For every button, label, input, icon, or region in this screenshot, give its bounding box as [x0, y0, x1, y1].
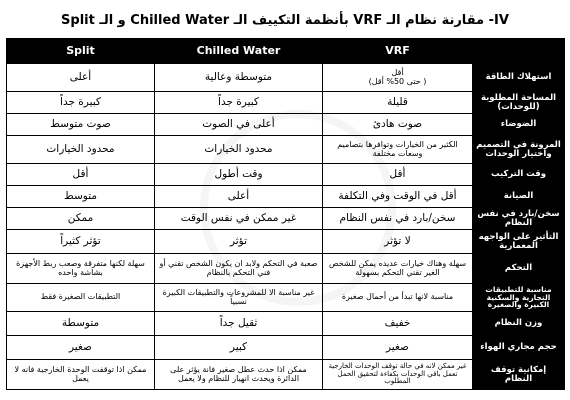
table-row	[7, 360, 565, 390]
cell-chilled-water: ثقيل جداً	[155, 312, 323, 336]
table-row	[7, 284, 565, 312]
row-label: مناسبة للتطبيقات التجارية والسكنية الكبيرة والصغيرة	[473, 284, 565, 312]
cell-vrf: سخن/بارد في نفس النظام	[323, 208, 473, 230]
row-label: الصيانة	[473, 186, 565, 208]
row-label: حجم مجاري الهواء	[473, 336, 565, 360]
row-label: وزن النظام	[473, 312, 565, 336]
cell-vrf: مناسبة لانها تبدأ من أحمال صغيرة	[323, 284, 473, 312]
cell-chilled-water: أعلى	[155, 186, 323, 208]
row-label: إمكانية توقف النظام	[473, 360, 565, 390]
cell-chilled-water: كبير	[155, 336, 323, 360]
table-row	[7, 254, 565, 284]
cell-vrf: أقل في الوقت وفي التكلفة	[323, 186, 473, 208]
comparison-table	[6, 38, 565, 390]
row-label: الضوضاء	[473, 114, 565, 136]
cell-chilled-water: صعبة في التحكم ولابد ان يكون الشخص تقني أو فني التحكم بالنظام	[155, 254, 323, 284]
table-row	[7, 336, 565, 360]
cell-vrf: غير ممكن لانه في حالة توقف الوحدات الخارجية تعمل باقي الوحدات بكفاءة لتحقيق الحمل المطلوب	[323, 360, 473, 390]
cell-vrf: الكثير من الخيارات وتوافرها بتصاميم وسعات مختلفة	[323, 136, 473, 164]
cell-split: أقل	[7, 164, 155, 186]
row-label: المساحة المطلوبة (للوحدات)	[473, 92, 565, 114]
header-split: Split	[7, 39, 155, 64]
table-row	[7, 136, 565, 164]
row-label: المرونة في التصميم واختيار الوحدات	[473, 136, 565, 164]
cell-split: تؤثر كثيراً	[7, 230, 155, 254]
table-row	[7, 114, 565, 136]
cell-vrf: أقل	[323, 164, 473, 186]
table-row	[7, 186, 565, 208]
cell-split: أعلى	[7, 64, 155, 92]
cell-chilled-water: ممكن اذا حدث عطل صغير فانة يؤثر على الدائرة ويحدث انهيار للنظام ولا يعمل	[155, 360, 323, 390]
cell-split: صوت متوسط	[7, 114, 155, 136]
table-row	[7, 230, 565, 254]
row-label: التأثير على الواجهه المعمارية	[473, 230, 565, 254]
cell-split: كبيرة جداً	[7, 92, 155, 114]
table-row	[7, 64, 565, 92]
cell-chilled-water: تؤثر	[155, 230, 323, 254]
page-title: IV- مقارنة نظام الـ VRF بأنظمة التكييف الـ Chilled Water و الـ Split	[61, 13, 509, 28]
cell-split: متوسط	[7, 186, 155, 208]
row-label: وقت التركيب	[473, 164, 565, 186]
cell-split: سهلة لكنها متفرقة وصعب ربط الأجهزة بشاشة واحده	[7, 254, 155, 284]
cell-split: متوسطة	[7, 312, 155, 336]
table-row	[7, 164, 565, 186]
cell-vrf: سهلة وهناك خيارات عديده يمكن للشخص الغير تقني التحكم بسهولة	[323, 254, 473, 284]
header-corner	[473, 39, 565, 64]
row-label: التحكم	[473, 254, 565, 284]
cell-chilled-water: متوسطة وعالية	[155, 64, 323, 92]
cell-chilled-water: غير ممكن في نفس الوقت	[155, 208, 323, 230]
cell-chilled-water: كبيرة جداً	[155, 92, 323, 114]
row-label: سخن/بارد في نفس النظام	[473, 208, 565, 230]
cell-split: ممكن	[7, 208, 155, 230]
cell-chilled-water: غير مناسبة الا للمشروعات والتطبيقات الكبيرة نسبياً	[155, 284, 323, 312]
cell-vrf: صوت هادئ	[323, 114, 473, 136]
header-row	[7, 39, 565, 64]
cell-vrf: صغير	[323, 336, 473, 360]
table-row	[7, 208, 565, 230]
cell-chilled-water: وقت أطول	[155, 164, 323, 186]
cell-vrf: لا تؤثر	[323, 230, 473, 254]
cell-chilled-water: أعلى في الصوت	[155, 114, 323, 136]
cell-split: صغير	[7, 336, 155, 360]
cell-split: محدود الخيارات	[7, 136, 155, 164]
table-row	[7, 92, 565, 114]
cell-vrf: قليلة	[323, 92, 473, 114]
cell-vrf: أقل ( حتى 50% أقل)	[323, 64, 473, 92]
cell-chilled-water: محدود الخيارات	[155, 136, 323, 164]
row-label: استهلاك الطاقة	[473, 64, 565, 92]
header-vrf: VRF	[323, 39, 473, 64]
header-chilled-water: Chilled Water	[155, 39, 323, 64]
cell-split: التطبيقات الصغيرة فقط	[7, 284, 155, 312]
table-row	[7, 312, 565, 336]
cell-split: ممكن اذا توقفت الوحدة الخارجية فانه لا يعمل	[7, 360, 155, 390]
cell-vrf: خفيف	[323, 312, 473, 336]
